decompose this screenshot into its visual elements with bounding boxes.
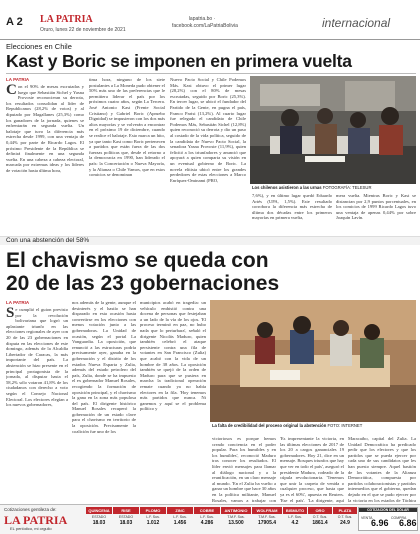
ticker-item-value: 1.012	[146, 520, 160, 526]
ticker-item-name: BISMUTO	[283, 507, 307, 514]
story2-kicker: Con una abstención del 58%	[6, 237, 90, 244]
chile-voting-photo-image	[250, 76, 416, 184]
story2-caption	[212, 423, 412, 428]
ticker-item-unit: O.T. Sus.	[312, 515, 328, 519]
ticker-tagline: EL periódico, mi orgullo	[10, 526, 52, 531]
dollar-sell-value: 6.96	[371, 518, 389, 528]
ticker-item-name: ZINC	[167, 507, 193, 514]
dollar-rate-box	[358, 507, 418, 531]
ticker-label: Cotizaciones gentileza de:	[4, 507, 57, 512]
story1-col1-text: on el 90% de mesas escrutadas y luego que Sebastián Sichel y Yasna Provoste reconocieran su derrota, los resultados consolidan al líder de Republicanos (28,2% de votos) y al diputado por Magallanes (25,3%) como los ganadores de la jornada, quienes se enfrentarán en segunda vuelta. Un balotaje que tuvo la diferencia más estrecha desde 1999, con una ventaja de 0,44% por parte de Ricardo Lagos. El próximo Presidente de la República se definirá finalmente en una segunda vuelta. En una cabeza a cabeza electoral, marcada por extremas ideas y los líderes de votación hasta última hora,	[6, 84, 84, 173]
story1-column-4: 7,6%), y en último lugar quedó Eduardo Artés (UPA, 1,5%). Este resultado corrobora la diferencia más estrecha de última dos décadas entre los primeros mayorías en primera vuelta,	[252, 193, 332, 221]
ticker-item	[252, 507, 282, 531]
story2-headline-line2: 20 de las 23 gobernaciones	[6, 272, 280, 295]
ticker-item-unit: L.F. Sus.	[146, 515, 160, 519]
ticker-item	[283, 507, 307, 531]
ticker-item-name: QUINCENA	[86, 507, 112, 514]
page-number: A 2	[6, 16, 23, 28]
dollar-sell-label: VENTA	[361, 516, 373, 520]
story1-column-1	[6, 84, 84, 234]
ticker-item-unit: T.M.F. Sus.	[258, 515, 276, 519]
ticker-item-value: 1.456	[173, 520, 187, 526]
dollar-buy-value: 6.86	[399, 518, 417, 528]
story1-column-2: tima hora, ninguno de los siete postulantes a La Moneda pudo obtener el 50% más uno de las preferencias que le permitiera liderar el país por los próximos cuatro años, según La Tercera. José Antonio Kast (Frente Social Cristiano) y Gabriel Boric (Apruebo Dignidad) se impusieron con los dos más altos mayorías y se volverán a encontrar en el próximo 19 de diciembre, cuando se realice el balotaje. Esto marca un hito, ya que tanto Kast como Boric pertenecen a partidos que están fuera de las dos fuerzas políticas que, desde el retorno a la democracia en 1990, han liderado el país: la Concertación o Nueva Mayoría, y la Alianza o Chile Vamos, que en estos comicios se denominan	[89, 77, 165, 178]
dollar-buy-label: COMPRA	[391, 516, 407, 520]
story2-column-4: victoriosos es porque hemos creado conciencia en el poder popular. Para los humildes y en los humildes', reconoció Maduro tras conocer los resultados. El líder envió mensajes para llamar al diálogo nacional y a la reunificación, en un claro mensaje al mundo. 'En el Zulia ha vuelto a ganar un hombre que hace 30 años en la política militante, Manuel Rosales, vamos a trabajar con	[212, 436, 276, 503]
ticker-item	[194, 507, 220, 531]
story2-dropcap: S	[6, 307, 15, 321]
venezuela-voting-photo	[210, 300, 416, 422]
story2-headline-line1: El chavismo se queda con	[6, 249, 269, 272]
ticker-item-name: PLOMO	[140, 507, 166, 514]
ticker-item-value: 1861.4	[312, 520, 328, 526]
story2-column-6: Maracaibo, capital del Zulia. La Unidad Democrática ha predicado pedir que los electores y que los partidos que se pueda ejercer por cada uno de sus candidatos que les han puesto siempre. Aquel bastión de los votantes de la Alianza Democrática, compuesta por partidos colaboracionistas y partidos intermedios que el gobierno, quedan dejado en el que se pudo ejercer por la victoria en los estados de Táchira	[348, 436, 416, 503]
section-name: internacional	[322, 16, 391, 30]
story1-caption-credit: FOTOGRAFÍA: TELESUR	[322, 185, 372, 190]
chile-voting-photo	[250, 76, 416, 184]
ticker-item-unit: L.F. Sus.	[173, 515, 187, 519]
ticker-item-value: 4.286	[200, 520, 214, 526]
ticker-item	[167, 507, 193, 531]
ticker-item-name: WOLFRAM	[252, 507, 282, 514]
ticker-item-value: 24.9	[340, 520, 350, 526]
ticker-item-name: RISE	[113, 507, 139, 514]
story1-column-3: Nuevo Pacto Social y Chile Podemos Más. Kast obtuvo el primer lugar (28,2%) con el 80% de mesas escrutadas, seguido por Boric (25,3%). En tercer lugar, se ubicó el fundador del Partido de la Gente, en pugna el país, Franco Parisi (13,2%). Al cuarto lugar fue relegado el candidato de Chile Podemos Más, Sebastián Sichel (12,8%) quien reconoció su derrota y dio un paso al costado de la vida política, seguido de la candidata de Nuevo Pacto Social, la senadora Yasna Provoste (11,9%), quien felicitó a los triunfadores y anunció que apoyará a quien comparta su visión en un eventual gobierno de Boric. La novela elitista ubicó entre los grandes perdedores de estas elecciones a Marco Enríquez-Ominami (PRO,	[170, 77, 246, 183]
story2-column-1	[6, 307, 68, 502]
ticker-item-value: 18.03	[92, 520, 106, 526]
ticker-brand: LA PATRIA	[4, 513, 68, 527]
ticker-item-unit: T.M.F. Sus.	[227, 515, 245, 519]
ticker-item	[221, 507, 251, 531]
ticker-item-unit: L.F. Sus.	[288, 515, 302, 519]
ticker-item	[140, 507, 166, 531]
story1-byline: LA PATRIA	[6, 77, 30, 82]
story1-caption-text: Los chilenos asistieron a las urnas	[252, 185, 322, 190]
story2-caption-credit: FOTO: INTERNET	[327, 423, 363, 428]
story1-column-5: mera vuelta. Mientras Boric y Kast se distancian por 2,9 puntos porcentuales, en los comicios de 1999 Ricardo Lagos tuvo una ventaja de apenas 0,44% por sobre Joaquín Lavín.	[336, 193, 416, 221]
venezuela-voting-photo-image	[210, 300, 416, 422]
ticker-item-value: 17905.4	[257, 520, 277, 526]
ticker-item	[308, 507, 332, 531]
story1-dropcap: C	[6, 84, 17, 98]
ticker-item-value: 18.03	[119, 520, 133, 526]
ticker-item-name: PLATA	[333, 507, 357, 514]
ticker-item-name: COBRE	[194, 507, 220, 514]
story2-column-2: nos además de la gente, aunque el desinterés y el hastío se han disparado en esta ocasión hasta convertirse en los elecciones con menos votación junto a las gobernadoras. La Unidad de ocasión, según el portal La Vanguardia. La oposición, que renunció a las estructuras podría precisamente ayer, ganaba en la gobernación y el distrito de los estados Nueva Esparta y Zulia, además del estado petrolero del país, Zulia, donde se ha impuesto el ex gobernador Manuel Rosales, recogiendo la formación de oposición principal, y el chavismo la gana en la zona más populosa del país. El dirigente histórico Manuel Rosales recuperó la gobernación de un estado clave para el chavismo en territorio de la oposición. Precisamente la coalición fue uno de los	[72, 300, 136, 434]
ticker-item	[333, 507, 357, 531]
story2-col1-text: e cumplió el guion previsto por la revolución bolivariana que logró un aplastante triunfo en las elecciones regionales de ayer con 20 de las 23 gobernaciones en disputa en las elecciones de este domingo, además de la Alcaldía Libertador de Caracas, la más importante del país. La abstención se hizo presente en el principal protagonista de la jornada, al disputar hasta el 58,2% sólo votaron 41,8% de los ciudadanos con derecho a voto según el Consejo Nacional Electoral. Los electores elegían a los nuevos gobernadores,	[6, 307, 68, 408]
dollar-rate-title: COTIZACIÓN DEL DÓLAR	[359, 508, 417, 512]
ticker-item-value: 4.2	[291, 520, 299, 526]
ticker-item-unit: ESTADO	[118, 515, 134, 519]
issue-date: Oruro, lunes 22 de noviembre de 2021	[40, 27, 126, 33]
ticker-item	[113, 507, 139, 531]
ticker-item-unit: O.T. Sus.	[337, 515, 353, 519]
ticker-item-value: 13.500	[228, 520, 244, 526]
story1-kicker: Elecciones en Chile	[6, 42, 72, 51]
story1-caption	[252, 185, 416, 190]
story2-column-3: municipios acabó en tragedia: un vehículo embistió contra una docena de personas que festejaban a un lado de la vía de los ojos. 'El proceso terminó en paz, no hubo nada que lo perturbara', señaló el dirigente Nicolás Maduro, quien también celebró el ataque persistente contra una fila de votantes en San Francisco (Zulia) que acabó con la vida de un hombre de 38 años. La oposición también se quejó de la orden de Maduro para que se pusiera en marcha la tradicional operación remate cuando ya no había electores en la fila. 'Hoy tenemos más partidos que nunca. Ni ganemos y aquí se el problema político y	[140, 300, 206, 412]
ticker-item-unit: ESTADO	[91, 515, 107, 519]
masthead-brand: LA PATRIA	[40, 14, 93, 25]
story2-caption-text: La falta de credibilidad del proceso original la abstención	[212, 423, 327, 428]
ticker-item-name: ANTIMONIO	[221, 507, 251, 514]
divider	[6, 73, 416, 74]
story2-byline: LA PATRIA	[6, 300, 30, 305]
story2-column-5: 'Es impresentante la victoria, en las últimas elecciones de 2017 de los 20 a cargos gananciales 19 gobernadores. Hoy 21, dice en un mensaje. Bosques triunfos que hay que ver en todo el país', aseguró el presidente Maduro, rodeado de la cúpula revolucionaria. 'Tenemos que unir la carpeta de venida o cualquier proceso, que hasta que ya es el 60%', apuesta en Reuters. 'Ese el país'. 'La dirigente, aquí	[280, 436, 344, 503]
ticker-item	[86, 507, 112, 531]
web-links: lapatria.bo · facebook.com/LaPatriaBolivia	[172, 16, 238, 29]
story1-headline: Kast y Boric se imponen en primera vuelta	[6, 51, 352, 71]
ticker-item-name: ORO	[308, 507, 332, 514]
ticker-item-unit: L.F. Sus.	[200, 515, 214, 519]
